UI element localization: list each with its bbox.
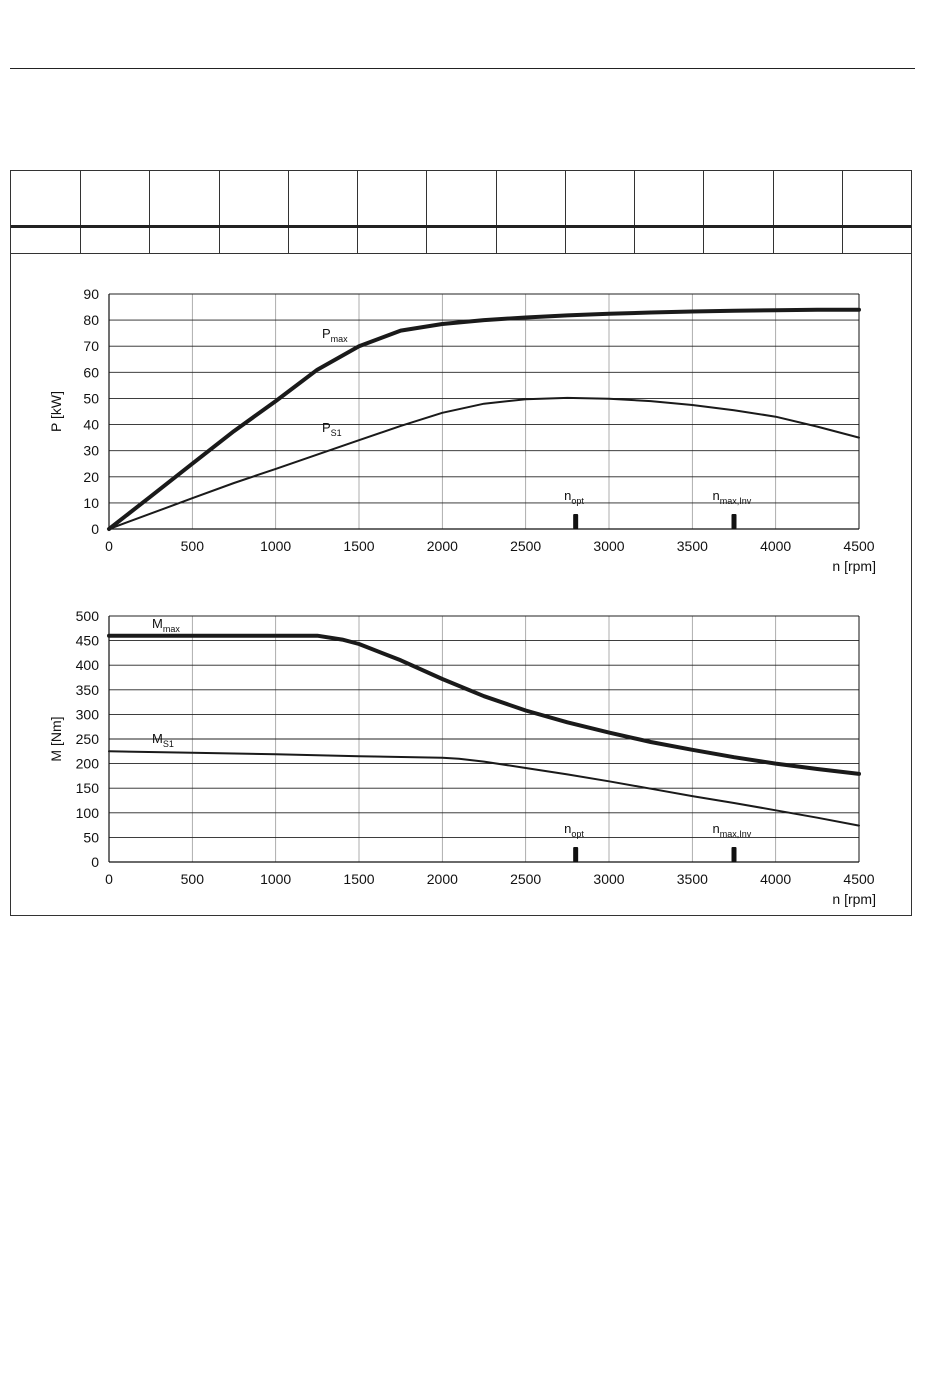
marker-label-opt: $n_{opt}$ — [564, 488, 584, 506]
marker-bar-max-inv — [732, 514, 737, 529]
y-tick-label: 350 — [75, 681, 99, 698]
header-cell-divider — [703, 171, 704, 226]
marker-label-opt: $n_{opt}$ — [564, 821, 584, 839]
subheader-cell-divider — [80, 228, 81, 254]
x-tick-label: 4500 — [843, 538, 875, 554]
header-cell-divider — [219, 171, 220, 226]
header-cell-divider — [357, 171, 358, 226]
series-label-m-s1: $M_{S1}$ — [152, 731, 174, 749]
x-tick-label: 2500 — [510, 871, 542, 887]
table-header-row — [11, 171, 911, 226]
subheader-cell-divider — [426, 228, 427, 254]
series-label-m-max: $M_{max}$ — [152, 616, 180, 634]
subheader-cell-divider — [634, 228, 635, 254]
x-tick-label: 3000 — [593, 871, 625, 887]
x-tick-label: 1000 — [260, 538, 292, 554]
subheader-cell-divider — [357, 228, 358, 254]
series-line-p-s1 — [109, 398, 859, 529]
x-axis-label: n [rpm] — [832, 891, 876, 907]
y-tick-label: 80 — [83, 312, 99, 329]
y-tick-label: 50 — [83, 829, 99, 846]
header-cell-divider — [80, 171, 81, 226]
power-chart — [11, 266, 911, 586]
x-tick-label: 500 — [180, 871, 205, 887]
y-tick-label: 60 — [83, 364, 99, 381]
data-sheet-table — [10, 170, 912, 916]
y-tick-label: 450 — [75, 632, 99, 649]
y-tick-label: 40 — [83, 416, 99, 433]
header-cell-divider — [288, 171, 289, 226]
marker-label-max-inv: $n_{max,Inv}$ — [712, 488, 752, 506]
x-tick-label: 1500 — [343, 538, 375, 554]
y-tick-label: 70 — [83, 338, 99, 355]
x-tick-label: 3500 — [676, 871, 708, 887]
y-tick-label: 90 — [83, 286, 99, 302]
header-cell-divider — [634, 171, 635, 226]
y-tick-label: 250 — [75, 731, 99, 747]
subheader-cell-divider — [149, 228, 150, 254]
subheader-rule — [11, 253, 911, 254]
series-label-p-max: $P_{max}$ — [322, 326, 348, 344]
table-subheader-row — [11, 228, 911, 254]
subheader-cell-divider — [219, 228, 220, 254]
header-cell-divider — [773, 171, 774, 226]
y-tick-label: 200 — [75, 755, 99, 772]
y-tick-label: 400 — [75, 657, 99, 674]
subheader-cell-divider — [773, 228, 774, 254]
marker-label-max-inv: $n_{max,Inv}$ — [712, 821, 752, 839]
series-label-p-s1: $P_{S1}$ — [322, 420, 342, 438]
x-tick-label: 4000 — [760, 538, 792, 554]
header-cell-divider — [565, 171, 566, 226]
subheader-cell-divider — [288, 228, 289, 254]
x-tick-label: 0 — [105, 538, 113, 554]
torque-chart — [11, 596, 911, 911]
subheader-cell-divider — [496, 228, 497, 254]
x-tick-label: 2500 — [510, 538, 542, 554]
y-tick-label: 10 — [83, 494, 99, 511]
y-tick-label: 0 — [91, 854, 99, 870]
x-tick-label: 3000 — [593, 538, 625, 554]
x-tick-label: 2000 — [426, 538, 458, 554]
y-axis-label: P [kW] — [48, 391, 64, 432]
header-cell-divider — [496, 171, 497, 226]
header-cell-divider — [426, 171, 427, 226]
y-axis-label: M [Nm] — [48, 716, 64, 762]
x-tick-label: 3500 — [676, 538, 708, 554]
marker-bar-opt — [573, 847, 578, 862]
marker-bar-opt — [573, 514, 578, 529]
x-tick-label: 500 — [180, 538, 205, 554]
subheader-cell-divider — [565, 228, 566, 254]
x-tick-label: 0 — [105, 871, 113, 887]
y-tick-label: 30 — [83, 442, 99, 459]
x-tick-label: 2000 — [426, 871, 458, 887]
x-tick-label: 4500 — [843, 871, 875, 887]
y-tick-label: 100 — [75, 804, 99, 821]
y-tick-label: 500 — [75, 608, 99, 624]
marker-bar-max-inv — [732, 847, 737, 862]
subheader-cell-divider — [703, 228, 704, 254]
x-tick-label: 1000 — [260, 871, 292, 887]
y-tick-label: 50 — [83, 390, 99, 407]
y-tick-label: 150 — [75, 780, 99, 797]
y-tick-label: 0 — [91, 521, 99, 537]
x-tick-label: 4000 — [760, 871, 792, 887]
top-rule — [10, 68, 915, 69]
x-tick-label: 1500 — [343, 871, 375, 887]
subheader-cell-divider — [842, 228, 843, 254]
x-axis-label: n [rpm] — [832, 558, 876, 574]
y-tick-label: 20 — [83, 468, 99, 485]
header-cell-divider — [149, 171, 150, 226]
header-cell-divider — [842, 171, 843, 226]
y-tick-label: 300 — [75, 706, 99, 723]
